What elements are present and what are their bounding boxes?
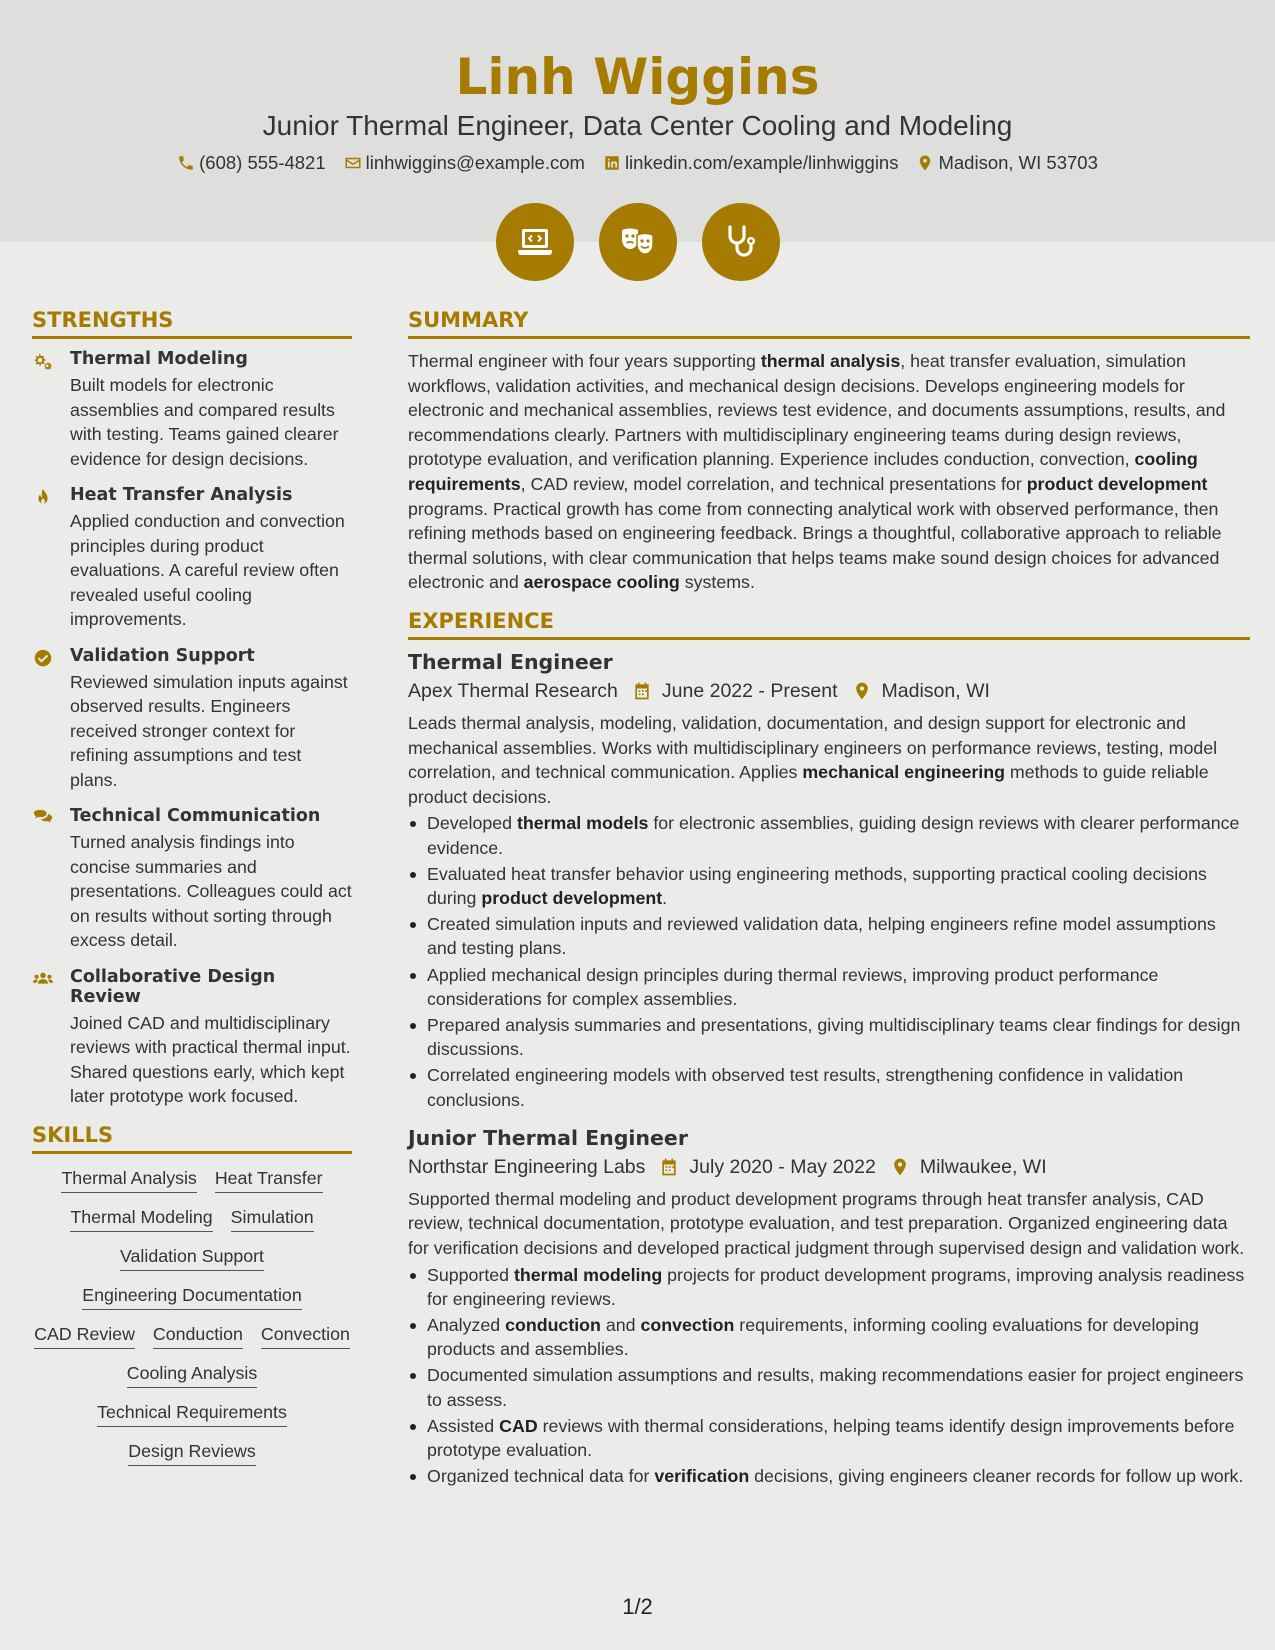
strength-desc: Reviewed simulation inputs against observed results. Engineers received stronger context for refining assumptions and test plans.: [70, 671, 348, 790]
laptop-code-icon: [515, 222, 555, 262]
stethoscope-icon: [721, 222, 761, 262]
theater-masks-icon: [618, 222, 658, 262]
calendar-icon: [632, 681, 652, 701]
flame-icon: [32, 487, 54, 509]
users-icon: [32, 969, 54, 991]
gears-icon: [32, 351, 54, 373]
badge-laptop-code: [496, 203, 574, 281]
skill-tag: Validation Support: [120, 1246, 264, 1271]
contact-location-text: Madison, WI 53703: [938, 152, 1098, 173]
job-entry: [408, 1126, 1250, 1489]
strength-item: [32, 646, 352, 793]
skill-tag: Convection: [261, 1324, 350, 1349]
strength-title: Thermal Modeling: [70, 349, 248, 369]
strength-title: Validation Support: [70, 645, 255, 666]
envelope-icon: [344, 154, 362, 172]
list-item: Supported thermal modeling projects for product development programs, improving analysis readiness for engineering reviews.: [408, 1263, 1250, 1311]
experience-heading: EXPERIENCE: [408, 609, 1250, 640]
strength-desc: Built models for electronic assemblies and compared results with testing. Teams gained clearer evidence for design decisions.: [70, 375, 339, 469]
map-pin-icon: [890, 1157, 910, 1177]
list-item: Evaluated heat transfer behavior using engineering methods, supporting practical cooling decisions during product development.: [408, 862, 1250, 910]
page-number: 1/2: [622, 1594, 653, 1619]
strength-item: [32, 349, 352, 471]
job-title: Thermal Engineer: [408, 649, 613, 674]
map-pin-icon: [852, 681, 872, 701]
candidate-headline: Junior Thermal Engineer, Data Center Cooling and Modeling: [262, 110, 1013, 141]
skills-heading: SKILLS: [32, 1123, 352, 1154]
job-bullets: [408, 811, 1250, 1111]
list-item: Assisted CAD reviews with thermal considerations, helping teams identify design improvements before prototype evaluation.: [408, 1414, 1250, 1462]
strength-item: [32, 485, 352, 632]
job-meta: [408, 1156, 1250, 1179]
job-title: Junior Thermal Engineer: [408, 1125, 688, 1150]
strength-desc: Applied conduction and convection principles during product evaluations. A careful review often revealed useful cooling improvements.: [70, 511, 345, 629]
strength-desc: Turned analysis findings into concise summaries and presentations. Colleagues could act on results without sorting through excess detail.: [70, 832, 352, 950]
job-company: Northstar Engineering Labs: [408, 1155, 646, 1178]
strength-desc: Joined CAD and multidisciplinary reviews with practical thermal input. Shared questions early, which kept later prototype work focused.: [70, 1012, 351, 1106]
job-dates: June 2022 - Present: [661, 679, 838, 702]
strength-title: Collaborative Design Review: [70, 966, 276, 1007]
summary-heading: SUMMARY: [408, 308, 1250, 339]
contact-phone[interactable]: [177, 152, 326, 174]
contact-email[interactable]: [344, 152, 585, 174]
badge-theater-masks: [599, 203, 677, 281]
skill-tag: Engineering Documentation: [82, 1285, 301, 1310]
skills-list: [32, 1164, 352, 1466]
list-item: Developed thermal models for electronic assemblies, guiding design reviews with clearer performance evidence.: [408, 811, 1250, 859]
list-item: Documented simulation assumptions and results, making recommendations easier for project engineers to assess.: [408, 1363, 1250, 1411]
job-location: Madison, WI: [881, 679, 990, 702]
list-item: Analyzed conduction and convection requirements, informing cooling evaluations for developing products and assemblies.: [408, 1313, 1250, 1361]
linkedin-icon: [603, 154, 621, 172]
job-dates: July 2020 - May 2022: [689, 1155, 876, 1178]
job-meta: [408, 680, 1250, 703]
left-column: [32, 308, 352, 1466]
list-item: Prepared analysis summaries and presentations, giving multidisciplinary teams clear findings for design discussions.: [408, 1013, 1250, 1061]
candidate-name: Linh Wiggins: [455, 48, 820, 106]
contact-phone-text: (608) 555-4821: [199, 152, 326, 173]
contact-email-text: linhwiggins@example.com: [365, 152, 585, 173]
strength-title: Technical Communication: [70, 806, 321, 826]
strength-item: [32, 806, 352, 953]
skill-tag: Simulation: [231, 1207, 314, 1232]
contact-location: [916, 152, 1097, 174]
job-description: Supported thermal modeling and product development programs through heat transfer analysis, CAD review, technical documentation, prototype evaluation, and test preparation. Organized engineering data for verification decisions and developed practical judgment through supervised design and validation work.: [408, 1188, 1245, 1258]
list-item: Correlated engineering models with observed test results, strengthening confidence in validation conclusions.: [408, 1063, 1250, 1111]
skill-tag: CAD Review: [34, 1324, 135, 1349]
list-item: Applied mechanical design principles during thermal reviews, improving product performance considerations for complex assemblies.: [408, 963, 1250, 1011]
job-description: Leads thermal analysis, modeling, validation, documentation, and design support for electronic and mechanical assemblies. Works with multidisciplinary engineers on performance reviews, testing, model correlation, and technical communication. Applies mechanical engineering methods to guide reliable product decisions.: [408, 712, 1218, 807]
skill-tag: Cooling Analysis: [127, 1363, 257, 1388]
list-item: Organized technical data for verification decisions, giving engineers cleaner records for follow up work.: [408, 1464, 1250, 1488]
job-entry: [408, 650, 1250, 1112]
interest-badges: [0, 203, 1275, 281]
summary-text: Thermal engineer with four years supporting thermal analysis, heat transfer evaluation, simulation workflows, validation activities, and mechanical design decisions. Develops engineering models for electronic and mechanical assemblies, reviews test evidence, and documents assumptions, results, and recommendations clearly. Partners with multidisciplinary engineering teams during design reviews, prototype evaluation, and verification planning. Experience includes conduction, convection, cooling requirements, CAD review, model correlation, and technical presentations for product development programs. Practical growth has come from connecting analytical work with observed performance, then refining methods based on engineering feedback. Brings a thoughtful, collaborative approach to reliable thermal solutions, with clear communication that helps teams make sound design choices for advanced electronic and aerospace cooling systems.: [408, 351, 1226, 593]
contact-linkedin[interactable]: [603, 152, 899, 174]
job-location: Milwaukee, WI: [919, 1155, 1047, 1178]
phone-icon: [177, 154, 195, 172]
calendar-icon: [659, 1157, 679, 1177]
skill-tag: Thermal Modeling: [70, 1207, 212, 1232]
badge-stethoscope: [702, 203, 780, 281]
right-column: [408, 308, 1250, 1502]
list-item: Created simulation inputs and reviewed validation data, helping engineers refine model assumptions and testing plans.: [408, 912, 1250, 960]
strength-item: [32, 967, 352, 1109]
check-circle-icon: [32, 648, 54, 670]
skill-tag: Thermal Analysis: [61, 1168, 196, 1193]
contact-linkedin-text: linkedin.com/example/linhwiggins: [624, 152, 899, 173]
strength-title: Heat Transfer Analysis: [70, 485, 293, 505]
skill-tag: Technical Requirements: [97, 1402, 287, 1427]
job-company: Apex Thermal Research: [408, 679, 618, 702]
skill-tag: Heat Transfer: [215, 1168, 323, 1193]
comments-icon: [32, 808, 54, 830]
skill-tag: Design Reviews: [128, 1441, 255, 1466]
skill-tag: Conduction: [153, 1324, 243, 1349]
job-bullets: [408, 1263, 1250, 1489]
contact-bar: [0, 152, 1275, 174]
map-pin-icon: [916, 154, 934, 172]
strengths-heading: STRENGTHS: [32, 308, 352, 339]
